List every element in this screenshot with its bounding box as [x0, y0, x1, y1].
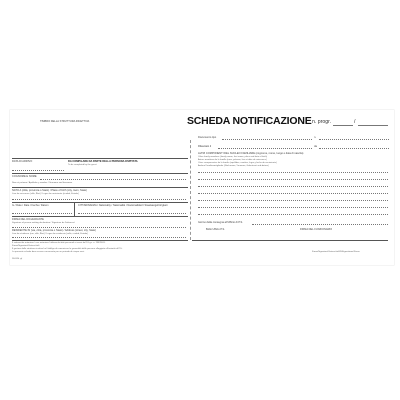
divider	[192, 240, 388, 241]
numero-field[interactable]	[319, 139, 389, 140]
page-title: SCHEDA NOTIFICAZIONE	[187, 115, 312, 127]
divider	[12, 216, 188, 217]
cognome-label: COGNOME E NOME	[12, 175, 37, 178]
altri-de: Andere Familienmitglieder (Nachname, Vorname, Geburtsort und-datum)	[198, 164, 269, 167]
family-member-line-3[interactable]	[198, 186, 388, 187]
il-field[interactable]	[12, 213, 72, 214]
residente-label: RESIDENTE IN (via, città, provincia o Stato) / Address (street, city, State)	[12, 229, 96, 232]
residente-sub: Lieu de résidence (rue, ville, État) / Lugar de residencia (calle, ciudad, Estado)	[12, 232, 88, 235]
prog-label: n. progr.	[312, 119, 332, 125]
compile-instruction: DA COMPILARE DA PARTE DELLA PERSONA OSPITATA	[68, 160, 138, 163]
firma-label: FIRMA DEL DICHIARANTE	[12, 218, 44, 221]
giorno-consegna-field[interactable]	[252, 224, 388, 225]
footnote-4: La presente scheda deve essere conservata per un periodo di cinque anni.	[12, 251, 85, 253]
family-member-line-7[interactable]	[198, 214, 388, 215]
cittadinanza-label: CITTADINANZA / Nationality / Nationalité / Nacionalidad / Staatsangehörigkeit	[78, 204, 168, 207]
altri-en: Other family members (family name, first name, place and date of birth)	[198, 155, 268, 158]
cognome-sub: Nom et prénom / Apellidos y nombre / Surname and forename	[12, 182, 73, 184]
family-member-line-6[interactable]	[198, 207, 388, 208]
altri-label: ALTRI COMPONENTI DEL NUCLEO FAMILIARE (cognome, nome, luogo e data di nascita)	[198, 152, 304, 155]
divider	[12, 240, 188, 241]
altri-es: Otros componentes de la familia (apellidos, nombre, lugar y fecha de nacimiento)	[198, 161, 277, 164]
divider	[12, 202, 188, 203]
numero-label: n.	[314, 136, 317, 139]
documento-field[interactable]	[222, 139, 312, 140]
form-code: DU03S .gf	[12, 258, 23, 260]
residente-field[interactable]	[12, 237, 186, 238]
nato-field[interactable]	[12, 199, 186, 200]
data-arrivo-label: DATA DI ARRIVO	[12, 160, 33, 163]
prog-number-field[interactable]	[333, 125, 353, 126]
family-member-line-5[interactable]	[198, 200, 388, 201]
family-member-line-1[interactable]	[198, 172, 388, 173]
documento-label: Documento tipo	[198, 136, 217, 139]
footnote-3: Il gestore della struttura ricettiva ha l'obbligo di comunicare le generalità delle persone alloggiate all'autorità di P.S.	[12, 248, 123, 250]
compile-instruction-sub: To be completed by the guest	[68, 163, 97, 166]
family-member-line-2[interactable]	[198, 179, 388, 180]
divider-vertical	[74, 202, 75, 216]
rilasciato-label: Rilasciato il	[198, 145, 212, 148]
prog-separator: /	[354, 119, 356, 125]
footnote-2: Firma/Signature/Unterschrift	[12, 245, 40, 247]
da-field[interactable]	[319, 148, 389, 149]
divider	[12, 158, 188, 159]
da-label: da	[314, 145, 317, 148]
divider	[12, 187, 188, 188]
divider	[12, 173, 188, 174]
cittadinanza-field[interactable]	[78, 213, 186, 214]
prog-year-field[interactable]	[358, 125, 388, 126]
nato-sub: Lieu de naissance (ville, État) / Lugar de nacimiento (ciudad, Estado)	[12, 192, 79, 195]
cognome-field[interactable]	[40, 179, 186, 180]
family-member-line-4[interactable]	[198, 193, 388, 194]
firma-field[interactable]	[12, 227, 186, 228]
firma-footer: Firma/Signature/Unterschrift/N.Eigentümer/Firma	[312, 251, 360, 253]
nato-label: NATO A (città, provincia o Stato) / Place of birth (city, town, State)	[12, 189, 87, 192]
il-label: IL / Date / Date / Fecha / Datum	[12, 204, 49, 207]
firma-sub: Signature of person making declaration / Signature de l'intéressé	[12, 221, 75, 224]
giorno-consegna-label: Giorno della consegna all'Ufficio di P.S.	[198, 221, 243, 224]
struttura-stamp-label: TIMBRO DELLA STRUTTURA RICETTIVA	[40, 120, 90, 123]
bollo-label: Bollo Ufficio P.S.	[206, 228, 225, 231]
column-divider	[190, 140, 191, 240]
footnote-1: Il sottoscritto autorizza / non autorizza l'utilizzo dei dati personali ai sensi del D.Lgs. n. 196/2003.	[12, 242, 106, 244]
altri-fr: Autres membres de la famille (nom, prénom, lieu et date de naissance)	[198, 158, 267, 161]
funzionario-label: FIRMA DEL FUNZIONARIO	[300, 228, 333, 231]
rilasciato-field[interactable]	[218, 148, 312, 149]
data-arrivo-field[interactable]	[12, 170, 64, 171]
